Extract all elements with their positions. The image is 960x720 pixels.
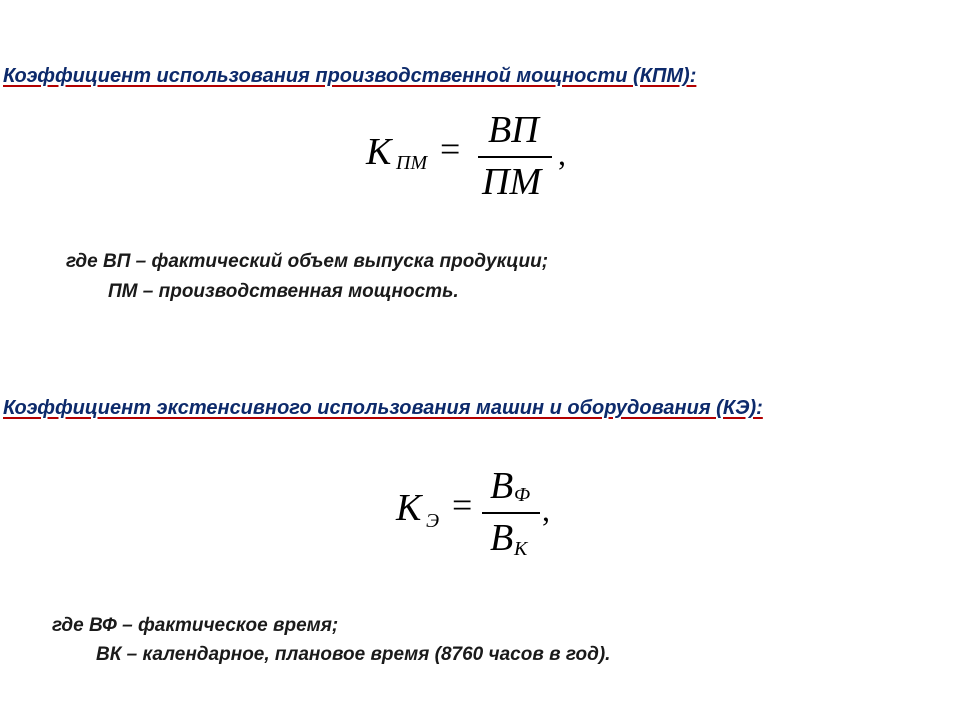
formula-kpm	[360, 108, 600, 204]
formula-subscript: Э	[426, 510, 440, 532]
definition-vk: ВК – календарное, плановое время (8760 часов в год).	[96, 644, 611, 665]
formula-numerator: ВП	[488, 109, 539, 151]
formula-equals: =	[452, 485, 473, 525]
formula-symbol: К	[366, 131, 392, 173]
definition-pm: ПМ – производственная мощность.	[108, 281, 459, 302]
formula-denominator-subscript: К	[514, 538, 528, 560]
formula-comma: ,	[558, 136, 566, 172]
formula-numerator-subscript: Ф	[514, 484, 531, 506]
formula-denominator: ПМ	[482, 161, 542, 203]
formula-ke	[390, 460, 590, 570]
formula-numerator: В	[490, 465, 514, 507]
heading-kpm: Коэффициент использования производственной мощности (КПМ):	[3, 65, 697, 87]
formula-subscript: ПМ	[396, 152, 428, 174]
heading-ke: Коэффициент экстенсивного использования машин и оборудования (КЭ):	[3, 397, 763, 419]
formula-equals: =	[440, 129, 461, 169]
definition-vp: где ВП – фактический объем выпуска продукции;	[66, 251, 549, 272]
definition-vf: где ВФ – фактическое время;	[52, 615, 339, 636]
formula-symbol: К	[396, 487, 422, 529]
fraction-bar	[482, 512, 540, 514]
formula-denominator: В	[490, 517, 514, 559]
fraction-bar	[478, 156, 552, 158]
formula-comma: ,	[542, 492, 550, 528]
